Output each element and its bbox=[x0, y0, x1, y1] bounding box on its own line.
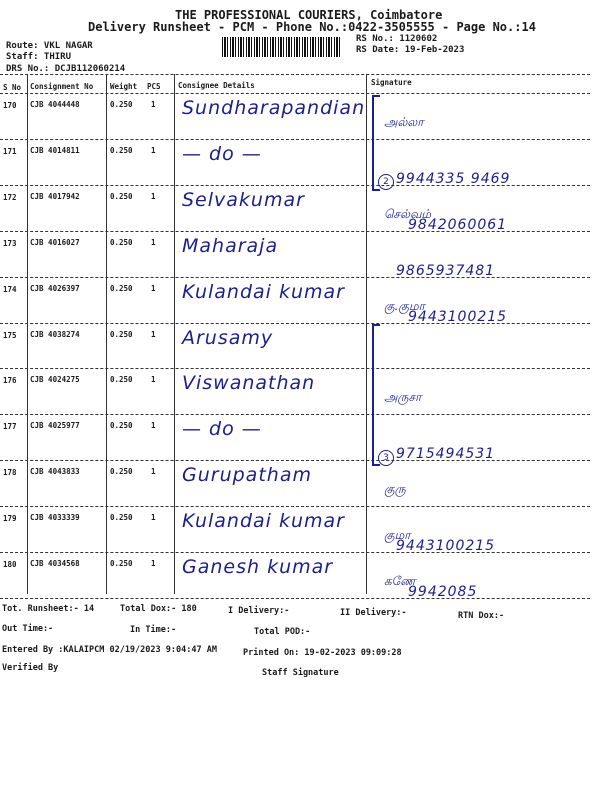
row-consignee: Ganesh kumar bbox=[182, 556, 334, 578]
row-consignee: — do — bbox=[182, 142, 262, 165]
row-sno: 171 bbox=[3, 146, 17, 156]
row-consignment: CJB 4033339 bbox=[30, 513, 80, 523]
route-label: Route: VKL NAGAR bbox=[6, 41, 93, 51]
row-sno: 178 bbox=[3, 468, 17, 478]
row-divider bbox=[0, 506, 590, 507]
col-header-consignment: Consignment No bbox=[30, 82, 94, 91]
brace-number-2: 3 bbox=[378, 450, 394, 466]
row-phone: 9865937481 bbox=[396, 262, 496, 279]
row-consignee: Selvakumar bbox=[182, 188, 305, 211]
row-weight: 0.250 bbox=[110, 375, 133, 385]
printed-on: Printed On: 19-02-2023 09:09:28 bbox=[243, 648, 402, 658]
row-weight: 0.250 bbox=[110, 329, 133, 339]
row-consignee: Kulandai kumar bbox=[182, 280, 345, 303]
row-sno: 170 bbox=[3, 101, 17, 110]
entered-by: Entered By :KALAIPCM 02/19/2023 9:04:47 AM bbox=[2, 645, 217, 655]
row-sno: 180 bbox=[3, 560, 17, 569]
row-sno: 172 bbox=[3, 192, 17, 202]
row-divider bbox=[0, 552, 590, 553]
row-signature: அல்லா bbox=[384, 115, 424, 129]
row-consignment: CJB 4026397 bbox=[30, 283, 80, 293]
row-consignee: — do — bbox=[182, 418, 262, 441]
row-pcs: 1 bbox=[151, 559, 156, 568]
row-sno: 179 bbox=[3, 514, 17, 524]
row-pcs: 1 bbox=[151, 283, 156, 293]
runsheet-subtitle: Delivery Runsheet - PCM - Phone No.:0422-3505555 - Page No.:14 bbox=[88, 20, 536, 34]
row-divider bbox=[0, 460, 590, 461]
row-consignee: Gurupatham bbox=[182, 464, 312, 487]
row-sno: 177 bbox=[3, 422, 17, 432]
row-divider bbox=[0, 598, 590, 599]
row-pcs: 1 bbox=[151, 421, 156, 431]
row-consignee: Arusamy bbox=[182, 326, 274, 349]
row-pcs: 1 bbox=[151, 237, 156, 247]
row-pcs: 1 bbox=[151, 191, 156, 201]
row-consignment: CJB 4024275 bbox=[30, 375, 80, 385]
row-consignee: Kulandai kumar bbox=[182, 510, 345, 533]
row-phone: 9715494531 bbox=[396, 446, 496, 463]
row-signature: குரு bbox=[384, 482, 406, 497]
col-header-weight: Weight bbox=[110, 82, 138, 91]
row-signature: செல்வம் bbox=[384, 206, 432, 221]
row-weight: 0.250 bbox=[110, 513, 133, 523]
row-phone: 9443100215 bbox=[408, 308, 508, 325]
row-divider bbox=[0, 231, 590, 232]
row-weight: 0.250 bbox=[110, 100, 133, 109]
row-consignee: Viswanathan bbox=[182, 372, 316, 395]
staff-label: Staff: THIRU bbox=[6, 52, 72, 62]
row-weight: 0.250 bbox=[110, 283, 133, 293]
row-pcs: 1 bbox=[151, 329, 156, 339]
row-consignment: CJB 4016027 bbox=[30, 237, 80, 247]
row-divider bbox=[0, 185, 590, 186]
out-time: Out Time:- bbox=[2, 624, 54, 634]
row-phone: 9942085 bbox=[408, 584, 478, 600]
tot-runsheet: Tot. Runsheet:- 14 bbox=[2, 604, 95, 614]
row-pcs: 1 bbox=[151, 145, 156, 155]
row-pcs: 1 bbox=[151, 467, 156, 477]
row-pcs: 1 bbox=[151, 375, 156, 385]
row-pcs: 1 bbox=[151, 513, 156, 523]
rtn-dox: RTN Dox:- bbox=[458, 611, 505, 621]
row-consignment: CJB 4025977 bbox=[30, 421, 80, 431]
row-weight: 0.250 bbox=[110, 467, 133, 477]
row-consignment: CJB 4038274 bbox=[30, 329, 80, 339]
rs-number: RS No.: 1120602 bbox=[356, 34, 438, 44]
col-header-pcs: PCS bbox=[147, 82, 161, 91]
ii-delivery: II Delivery:- bbox=[340, 608, 407, 618]
row-sno: 176 bbox=[3, 376, 17, 386]
row-consignment: CJB 4034568 bbox=[30, 559, 80, 568]
row-divider bbox=[0, 323, 590, 324]
row-divider bbox=[0, 414, 590, 415]
row-consignee: Maharaja bbox=[182, 234, 279, 257]
row-divider bbox=[0, 368, 590, 369]
col-header-consignee: Consignee Details bbox=[178, 81, 255, 90]
row-divider bbox=[0, 139, 590, 140]
row-weight: 0.250 bbox=[110, 191, 133, 201]
brace-number-1: 2 bbox=[378, 174, 394, 190]
drs-number: DRS No.: DCJB112060214 bbox=[6, 64, 126, 74]
row-signature: கணே bbox=[384, 574, 416, 588]
row-weight: 0.250 bbox=[110, 421, 133, 431]
row-sno: 174 bbox=[3, 284, 17, 294]
row-consignment: CJB 4017942 bbox=[30, 191, 80, 201]
staff-signature: Staff Signature bbox=[262, 668, 339, 678]
row-signature: அருசா bbox=[384, 390, 422, 405]
row-signature: கு.குமா bbox=[384, 298, 425, 313]
row-phone: 9944335 9469 bbox=[396, 170, 511, 187]
brace-mark-2 bbox=[372, 324, 380, 466]
row-phone: 9443100215 bbox=[396, 538, 496, 555]
in-time: In Time:- bbox=[130, 625, 177, 635]
col-header-sno: S No bbox=[3, 83, 22, 92]
row-weight: 0.250 bbox=[110, 237, 133, 247]
row-phone: 9842060061 bbox=[408, 216, 508, 233]
row-consignment: CJB 4044448 bbox=[30, 100, 80, 109]
row-divider bbox=[0, 277, 590, 278]
col-header-signature: Signature bbox=[371, 78, 412, 87]
rs-date: RS Date: 19-Feb-2023 bbox=[356, 45, 465, 55]
i-delivery: I Delivery:- bbox=[228, 606, 290, 616]
row-weight: 0.250 bbox=[110, 145, 133, 155]
row-sno: 175 bbox=[3, 330, 17, 340]
company-title: THE PROFESSIONAL COURIERS, Coimbatore bbox=[175, 8, 443, 22]
row-sno: 173 bbox=[3, 238, 17, 248]
row-consignee: Sundharapandian bbox=[182, 97, 366, 119]
row-weight: 0.250 bbox=[110, 559, 133, 568]
row-consignment: CJB 4043833 bbox=[30, 467, 80, 477]
barcode-image bbox=[222, 37, 342, 57]
total-dox: Total Dox:- 180 bbox=[120, 604, 197, 614]
row-signature: குமா bbox=[384, 528, 411, 543]
verified-by: Verified By bbox=[2, 663, 59, 673]
row-consignment: CJB 4014811 bbox=[30, 145, 80, 155]
row-pcs: 1 bbox=[151, 100, 156, 109]
total-pod: Total POD:- bbox=[254, 627, 311, 637]
